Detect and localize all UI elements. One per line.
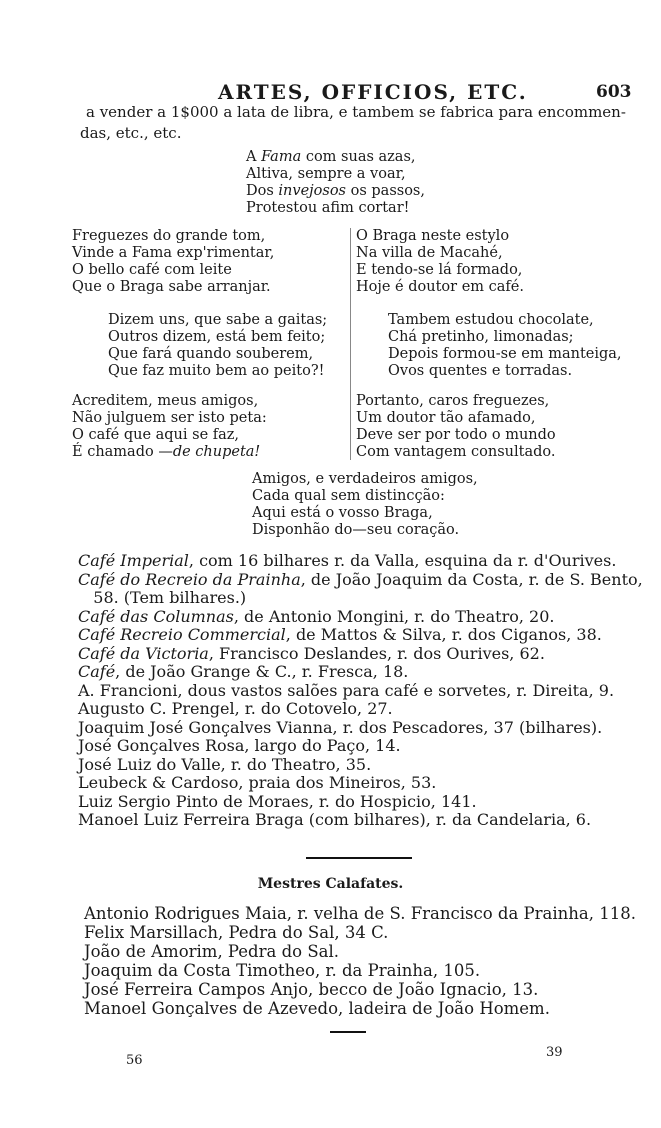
verse-line: Não julguem ser isto peta: <box>72 410 267 426</box>
list-item: 58. (Tem bilhares.) <box>78 588 247 607</box>
verse-line: Amigos, e verdadeiros amigos, <box>252 471 478 487</box>
list-item: José Gonçalves Rosa, largo do Paço, 14. <box>78 736 401 755</box>
stanza-left-1 <box>72 228 274 296</box>
stanza-center-2 <box>252 471 478 539</box>
column-divider <box>350 228 351 460</box>
signature-mark-left: 56 <box>126 1053 143 1068</box>
verse-line: Dizem uns, que sabe a gaitas; <box>108 312 328 328</box>
list-item: Antonio Rodrigues Maia, r. velha de S. Francisco da Prainha, 118. <box>84 904 636 923</box>
section-title: Mestres Calafates. <box>257 876 404 892</box>
verse-line: Um doutor tão afamado, <box>356 410 536 426</box>
verse-line: Acreditem, meus amigos, <box>72 393 259 409</box>
stanza-center-1 <box>246 149 425 217</box>
list-item: Café Recreio Commercial, de Mattos & Silva, r. dos Ciganos, 38. <box>78 625 602 644</box>
verse-line: O bello café com leite <box>72 262 232 278</box>
list-item: Augusto C. Prengel, r. do Cotovelo, 27. <box>78 699 393 718</box>
verse-line: Cada qual sem distincção: <box>252 488 445 504</box>
list-item: Manoel Gonçalves de Azevedo, ladeira de João Homem. <box>84 999 550 1018</box>
verse-line: Aqui está o vosso Braga, <box>252 505 433 521</box>
list-item: José Ferreira Campos Anjo, becco de João Ignacio, 13. <box>84 980 539 999</box>
verse-line: Dos invejosos os passos, <box>246 183 425 199</box>
list-item: Leubeck & Cardoso, praia dos Mineiros, 53. <box>78 773 437 792</box>
section-rule <box>306 857 412 859</box>
signature-mark-right: 39 <box>546 1045 563 1060</box>
intro-line-1: a vender a 1$000 a lata de libra, e tambem se fabrica para encommen- <box>86 103 626 121</box>
intro-line-2: das, etc., etc. <box>80 124 182 142</box>
verse-line: Que o Braga sabe arranjar. <box>72 279 271 295</box>
verse-line: O café que aqui se faz, <box>72 427 240 443</box>
verse-line: Freguezes do grande tom, <box>72 228 266 244</box>
verse-line: Altiva, sempre a voar, <box>246 166 406 182</box>
list-item: Café da Victoria, Francisco Deslandes, r. dos Ourives, 62. <box>78 643 545 663</box>
verse-line: Outros dizem, está bem feito; <box>108 329 326 345</box>
list-item: Luiz Sergio Pinto de Moraes, r. do Hospicio, 141. <box>78 791 477 811</box>
verse-line: Protestou afim cortar! <box>246 200 410 216</box>
list-item: Felix Marsillach, Pedra do Sal, 34 C. <box>84 923 389 942</box>
list-item: Café do Recreio da Prainha, de João Joaquim da Costa, r. de S. Bento, <box>78 569 643 589</box>
verse-line: Tambem estudou chocolate, <box>388 312 594 328</box>
list-item: João de Amorim, Pedra do Sal. <box>84 942 339 961</box>
list-item: Café das Columnas, de Antonio Mongini, r. do Theatro, 20. <box>78 606 555 626</box>
verse-line: Disponhão do—seu coração. <box>252 522 460 538</box>
list-item: Joaquim José Gonçalves Vianna, r. dos Pescadores, 37 (bilhares). <box>78 717 603 737</box>
list-item: A. Francioni, dous vastos salões para café e sorvetes, r. Direita, 9. <box>78 680 615 700</box>
page-number: 603 <box>596 82 632 102</box>
verse-line: É chamado —de chupeta! <box>72 444 261 460</box>
verse-line: Chá pretinho, limonadas; <box>388 329 574 345</box>
verse-line: Hoje é doutor em café. <box>356 279 524 295</box>
cafe-listing <box>78 552 643 830</box>
verse-line: Depois formou-se em manteiga, <box>388 346 622 362</box>
verse-line: Que fará quando souberem, <box>108 346 314 362</box>
verse-line: Vinde a Fama exp'rimentar, <box>72 245 275 261</box>
verse-line: Portanto, caros freguezes, <box>356 393 550 409</box>
stanza-left-2 <box>108 312 327 380</box>
end-rule <box>330 1031 366 1033</box>
verse-line: Que faz muito bem ao peito?! <box>108 363 325 379</box>
verse-line: E tendo-se lá formado, <box>356 262 523 278</box>
verse-line: Ovos quentes e torradas. <box>388 363 573 379</box>
list-item: Café, de João Grange & C., r. Fresca, 18. <box>78 662 409 681</box>
stanza-left-3 <box>72 393 267 461</box>
verse-line: A Fama com suas azas, <box>246 149 416 165</box>
header-title: ARTES, OFFICIOS, ETC. <box>218 80 528 104</box>
verse-line: Deve ser por todo o mundo <box>356 427 556 443</box>
verse-line: Com vantagem consultado. <box>356 444 556 460</box>
stanza-right-2 <box>388 312 622 380</box>
list-item: José Luiz do Valle, r. do Theatro, 35. <box>78 754 372 774</box>
list-item: Manoel Luiz Ferreira Braga (com bilhares), r. da Candelaria, 6. <box>78 810 592 829</box>
list-item: Café Imperial, com 16 bilhares r. da Valla, esquina da r. d'Ourives. <box>78 551 617 570</box>
stanza-right-3 <box>356 393 556 461</box>
list-item: Joaquim da Costa Timotheo, r. da Prainha, 105. <box>84 961 481 980</box>
verse-line: O Braga neste estylo <box>356 228 510 244</box>
verse-line: Na villa de Macahé, <box>356 245 503 261</box>
calafates-listing <box>84 904 636 1018</box>
stanza-right-1 <box>356 228 524 296</box>
